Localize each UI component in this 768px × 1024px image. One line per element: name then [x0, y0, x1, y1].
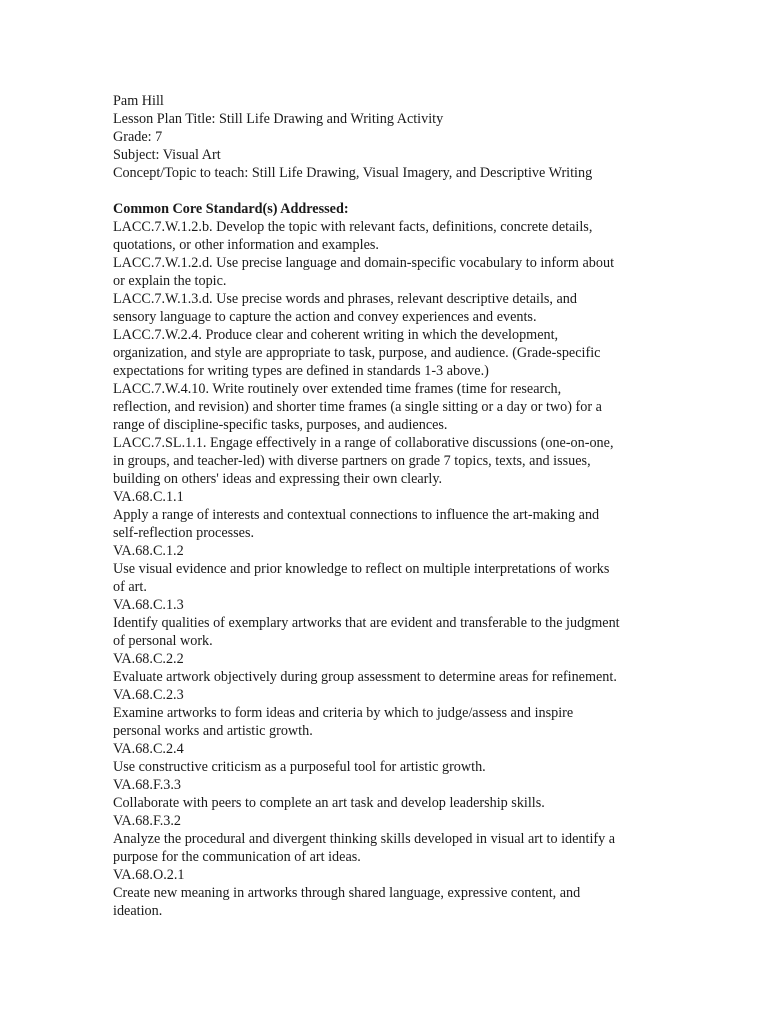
standard-item — [113, 650, 658, 686]
standard-text-line: personal works and artistic growth. — [113, 723, 313, 739]
standard-item — [113, 812, 658, 866]
standard-text-line: organization, and style are appropriate to task, purpose, and audience. (Grade-specific — [113, 345, 601, 361]
standard-item — [113, 596, 658, 650]
standard-code-line: VA.68.C.2.3 — [113, 687, 184, 703]
standards-list — [113, 218, 658, 920]
standard-text-line: sensory language to capture the action and convey experiences and events. — [113, 309, 537, 325]
standard-code-line: VA.68.C.2.4 — [113, 741, 184, 757]
standard-item — [113, 290, 658, 326]
standard-text-line: expectations for writing types are defined in standards 1-3 above.) — [113, 363, 489, 379]
standard-text-line: Create new meaning in artworks through shared language, expressive content, and — [113, 885, 581, 901]
standard-text-line: Collaborate with peers to complete an art task and develop leadership skills. — [113, 795, 545, 811]
standard-text-line: range of discipline-specific tasks, purposes, and audiences. — [113, 417, 448, 433]
standard-code-line: VA.68.F.3.3 — [113, 777, 181, 793]
standard-code-line: LACC.7.W.1.3.d. Use precise words and phrases, relevant descriptive details, and — [113, 291, 577, 307]
standard-item — [113, 488, 658, 542]
standard-text-line: in groups, and teacher-led) with diverse partners on grade 7 topics, texts, and issues, — [113, 453, 591, 469]
standard-code-line: LACC.7.W.4.10. Write routinely over extended time frames (time for research, — [113, 381, 562, 397]
standard-text-line: Identify qualities of exemplary artworks that are evident and transferable to the judgment — [113, 615, 620, 631]
author-name: Pam Hill — [113, 93, 164, 109]
standard-text-line: Evaluate artwork objectively during group assessment to determine areas for refinement. — [113, 669, 617, 685]
standard-item — [113, 434, 658, 488]
standards-section — [113, 200, 658, 920]
standard-item — [113, 218, 658, 254]
concept-line: Concept/Topic to teach: Still Life Drawing, Visual Imagery, and Descriptive Writing — [113, 165, 593, 181]
standard-code-line: LACC.7.W.1.2.d. Use precise language and domain-specific vocabulary to inform about — [113, 255, 615, 271]
standards-heading: Common Core Standard(s) Addressed: — [113, 201, 349, 217]
standard-text-line: of personal work. — [113, 633, 213, 649]
standard-text-line: ideation. — [113, 903, 163, 919]
lesson-plan-title: Lesson Plan Title: Still Life Drawing and Writing Activity — [113, 111, 444, 127]
standard-code-line: LACC.7.W.1.2.b. Develop the topic with relevant facts, definitions, concrete details, — [113, 219, 593, 235]
standard-text-line: Use visual evidence and prior knowledge to reflect on multiple interpretations of works — [113, 561, 610, 577]
subject-line: Subject: Visual Art — [113, 147, 221, 163]
standard-code-line: VA.68.O.2.1 — [113, 867, 185, 883]
standard-item — [113, 542, 658, 596]
header-block — [113, 92, 658, 182]
standard-item — [113, 380, 658, 434]
standard-item — [113, 866, 658, 920]
standard-code-line: LACC.7.W.2.4. Produce clear and coherent writing in which the development, — [113, 327, 559, 343]
standard-text-line: of art. — [113, 579, 147, 595]
standard-item — [113, 740, 658, 776]
standard-text-line: reflection, and revision) and shorter time frames (a single sitting or a day or two) for a — [113, 399, 602, 415]
standard-item — [113, 686, 658, 740]
standard-item — [113, 326, 658, 380]
spacer — [113, 182, 658, 200]
standard-code-line: VA.68.C.1.2 — [113, 543, 184, 559]
standard-code-line: VA.68.C.1.1 — [113, 489, 184, 505]
standard-text-line: self-reflection processes. — [113, 525, 255, 541]
standard-text-line: building on others' ideas and expressing their own clearly. — [113, 471, 443, 487]
standard-text-line: Examine artworks to form ideas and criteria by which to judge/assess and inspire — [113, 705, 574, 721]
standard-text-line: Apply a range of interests and contextual connections to influence the art-making and — [113, 507, 600, 523]
standard-text-line: or explain the topic. — [113, 273, 227, 289]
standard-text-line: Use constructive criticism as a purposeful tool for artistic growth. — [113, 759, 486, 775]
standard-text-line: quotations, or other information and examples. — [113, 237, 379, 253]
standard-code-line: VA.68.C.2.2 — [113, 651, 184, 667]
standard-code-line: LACC.7.SL.1.1. Engage effectively in a range of collaborative discussions (one-on-one, — [113, 435, 614, 451]
standard-code-line: VA.68.C.1.3 — [113, 597, 184, 613]
standard-item — [113, 254, 658, 290]
document-page — [113, 92, 658, 920]
standard-code-line: VA.68.F.3.2 — [113, 813, 181, 829]
standard-text-line: Analyze the procedural and divergent thinking skills developed in visual art to identify a — [113, 831, 616, 847]
standard-item — [113, 776, 658, 812]
standard-text-line: purpose for the communication of art ideas. — [113, 849, 361, 865]
grade-line: Grade: 7 — [113, 129, 163, 145]
